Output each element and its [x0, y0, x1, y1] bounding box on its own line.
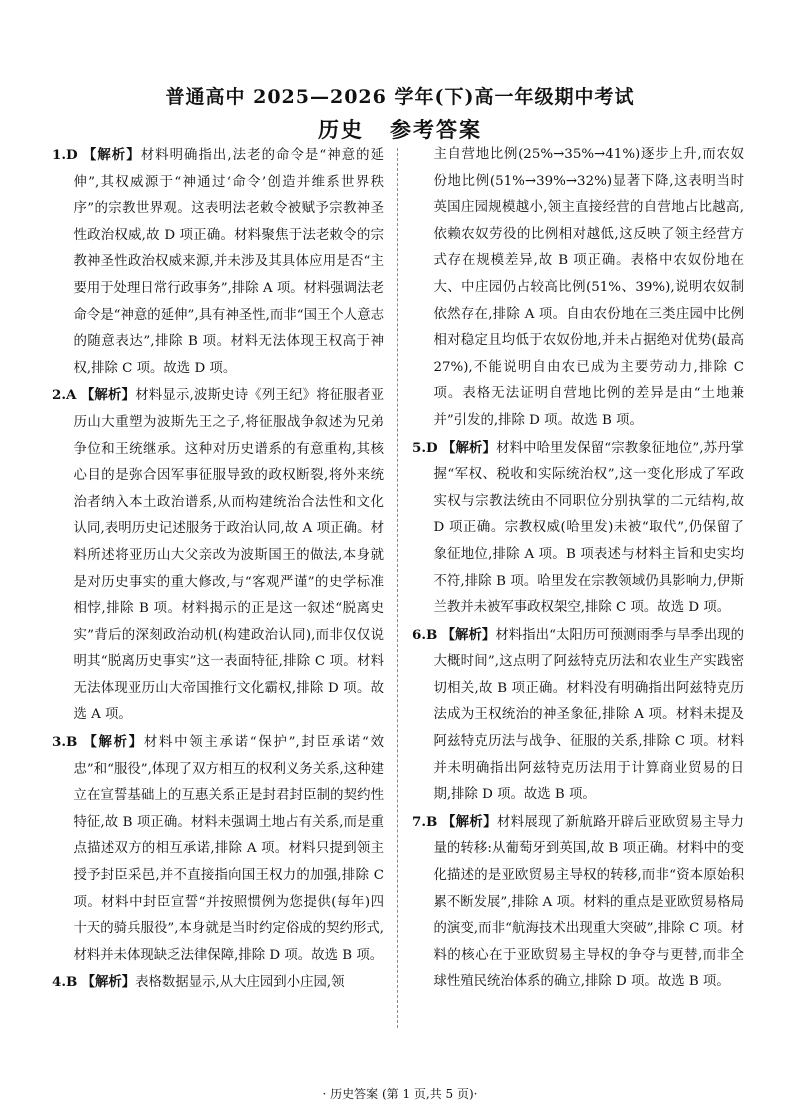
answer-letter: B [425, 813, 438, 830]
subject-label: 历史 [318, 117, 364, 142]
answer-letter: A [65, 387, 77, 404]
analysis-text: 材料指出“太阳历可预测雨季与旱季出现的大概时间”,这点明了阿兹特克历法和农业生产实践密切相关,故 B 项正确。材料没有明确指出阿兹特克历法成为王权统治的神圣象征,排除 A 项。材料未提及阿兹特克历法与战争、征服的关系,排除 C 项。材料并未明确指出阿兹特克历法用于计算商业贸易的日期,排除 D 项。故选 B 项。 [433, 627, 744, 803]
question-number: 4. [52, 974, 66, 991]
question-number: 5. [412, 439, 426, 456]
analysis-text: 材料中领主承诺“保护”,封臣承诺“效忠”和“服役”,体现了双方相互的权利义务关系,这种建立在宣誓基础上的互惠关系正是封君封臣制的契约性特征,故 B 项正确。材料未强调土地占有关系,而是重点描述双方的相互承诺,排除 A 项。材料只提到领主授予封臣采邑,并不直接指向国王权力的加强,排除 C 项。材料中封臣宣誓“并按照惯例为您提供(每年)四十天的骑兵服役”,本身就是当时约定俗成的契约形式,材料并未体现缺乏法律保障,排除 D 项。故选 B 项。 [73, 735, 385, 963]
analysis-text: 材料中哈里发保留“宗教象征地位”,苏丹掌握“军权、税收和实际统治权”,这一变化形成了军政实权与宗教法统由不同职位分别执掌的二元结构,故 D 项正确。宗教权威(哈里发)未被“取代”,仍保留了象征地位,排除 A 项。B 项表述与材料主旨和史实均不符,排除 B 项。哈里发在宗教领域仍具影响力,伊斯兰教并未被军事政权架空,排除 C 项。故选 D 项。 [433, 440, 745, 616]
analysis-tag: 【解析】 [82, 147, 141, 163]
answer-item-4 [52, 969, 384, 997]
answer-letter: B [65, 734, 78, 751]
question-number: 1. [52, 147, 66, 163]
analysis-tag: 【解析】 [80, 387, 136, 404]
question-number: 2. [52, 387, 66, 404]
answer-letter: B [425, 626, 438, 643]
left-column [52, 142, 384, 997]
column-divider [397, 148, 398, 1028]
page-footer: · 历史答案 (第 1 页,共 5 页)· [322, 1087, 478, 1101]
analysis-text: 主自营地比例(25%→35%→41%)逐步上升,而农奴份地比例(51%→39%→32%)显著下降,这表明当时英国庄园规模越小,领主直接经营的自营地占比越高,依赖农奴劳役的比例相对越低,这反映了领主经营方式存在规模差异,故 B 项正确。表格中农奴份地在大、中庄园仍占较高比例(51%、39%),说明农奴制依然存在,排除 A 项。自由农份地在三类庄园中比例相对稳定且均低于农奴份地,并未占据绝对优势(最高 27%),不能说明自由农已成为主要劳动力,排除 C 项。表格无法证明自营地比例的差异是由“土地兼并”引发的,排除 D 项。故选 B 项。 [433, 147, 744, 428]
answer-item-5 [412, 435, 744, 622]
analysis-tag: 【解析】 [83, 734, 144, 751]
analysis-text: 材料展现了新航路开辟后亚欧贸易主导力量的转移:从葡萄牙到英国,故 B 项正确。材料中的变化描述的是亚欧贸易主导权的转移,而非“资本原始积累不断发展”,排除 A 项。材料的重点是亚欧贸易格局的演变,而非“航海技术出现重大突破”,排除 C 项。材料的核心在于亚欧贸易主导权的争夺与更替,而非全球性殖民统治体系的确立,排除 D 项。故选 B 项。 [433, 814, 745, 990]
answer-letter: B [65, 974, 78, 991]
exam-title: 普通高中 2025—2026 学年(下)高一年级期中考试 [165, 86, 635, 108]
analysis-text: 表格数据显示,从大庄园到小庄园,领 [135, 975, 345, 991]
answer-item-7 [412, 809, 744, 996]
analysis-text: 材料显示,波斯史诗《列王纪》将征服者亚历山大重塑为波斯先王之子,将征服战争叙述为兄弟争位和王统继承。这种对历史谱系的有意重构,其核心目的是弥合因军事征服导致的政权断裂,将外来统治者纳入本土政治谱系,从而构建统治合法性和文化认同,表明历史记述服务于政治认同,故 A 项正确。材料所述将亚历山大父亲改为波斯国王的做法,本身就是对历史事实的重大修改,与“客观严谨”的史学标准相悖,排除 B 项。材料揭示的正是这一叙述“脱离史实”背后的深刻政治动机(构建政治认同),而非仅仅说明其“脱离历史事实”这一表面特征,排除 C 项。材料无法体现亚历山大帝国推行文化霸权,排除 D 项。故选 A 项。 [73, 388, 384, 723]
answer-letter: D [65, 147, 78, 163]
answer-item-6 [412, 622, 744, 809]
question-number: 3. [52, 734, 66, 751]
answer-item-3 [52, 729, 384, 969]
analysis-tag: 【解析】 [442, 439, 497, 456]
right-column [412, 142, 744, 996]
answer-item-2 [52, 382, 384, 729]
analysis-tag: 【解析】 [81, 974, 136, 991]
question-number: 6. [412, 626, 426, 643]
analysis-tag: 【解析】 [441, 813, 497, 830]
answer-item-4-continued [412, 142, 744, 435]
doc-type-label: 参考答案 [390, 117, 482, 142]
analysis-text: 材料明确指出,法老的命令是“神意的延伸”,其权威源于“神通过‘命令’创造并维系世界秩序”的宗教世界观。这表明法老敕令被赋予宗教神圣性政治权威,故 D 项正确。材料聚焦于法老敕令的宗教神圣性政治权威来源,并未涉及其具体应用是否“主要用于处理日常行政事务”,排除 A 项。材料强调法老命令是“神意的延伸”,具有神圣性,而非“国王个人意志的随意表达”,排除 B 项。材料无法体现王权高于神权,排除 C 项。故选 D 项。 [73, 148, 384, 376]
analysis-tag: 【解析】 [441, 626, 496, 643]
answer-letter: D [425, 439, 438, 456]
answer-item-1 [52, 142, 384, 382]
question-number: 7. [412, 813, 426, 830]
exam-subtitle [0, 114, 800, 144]
